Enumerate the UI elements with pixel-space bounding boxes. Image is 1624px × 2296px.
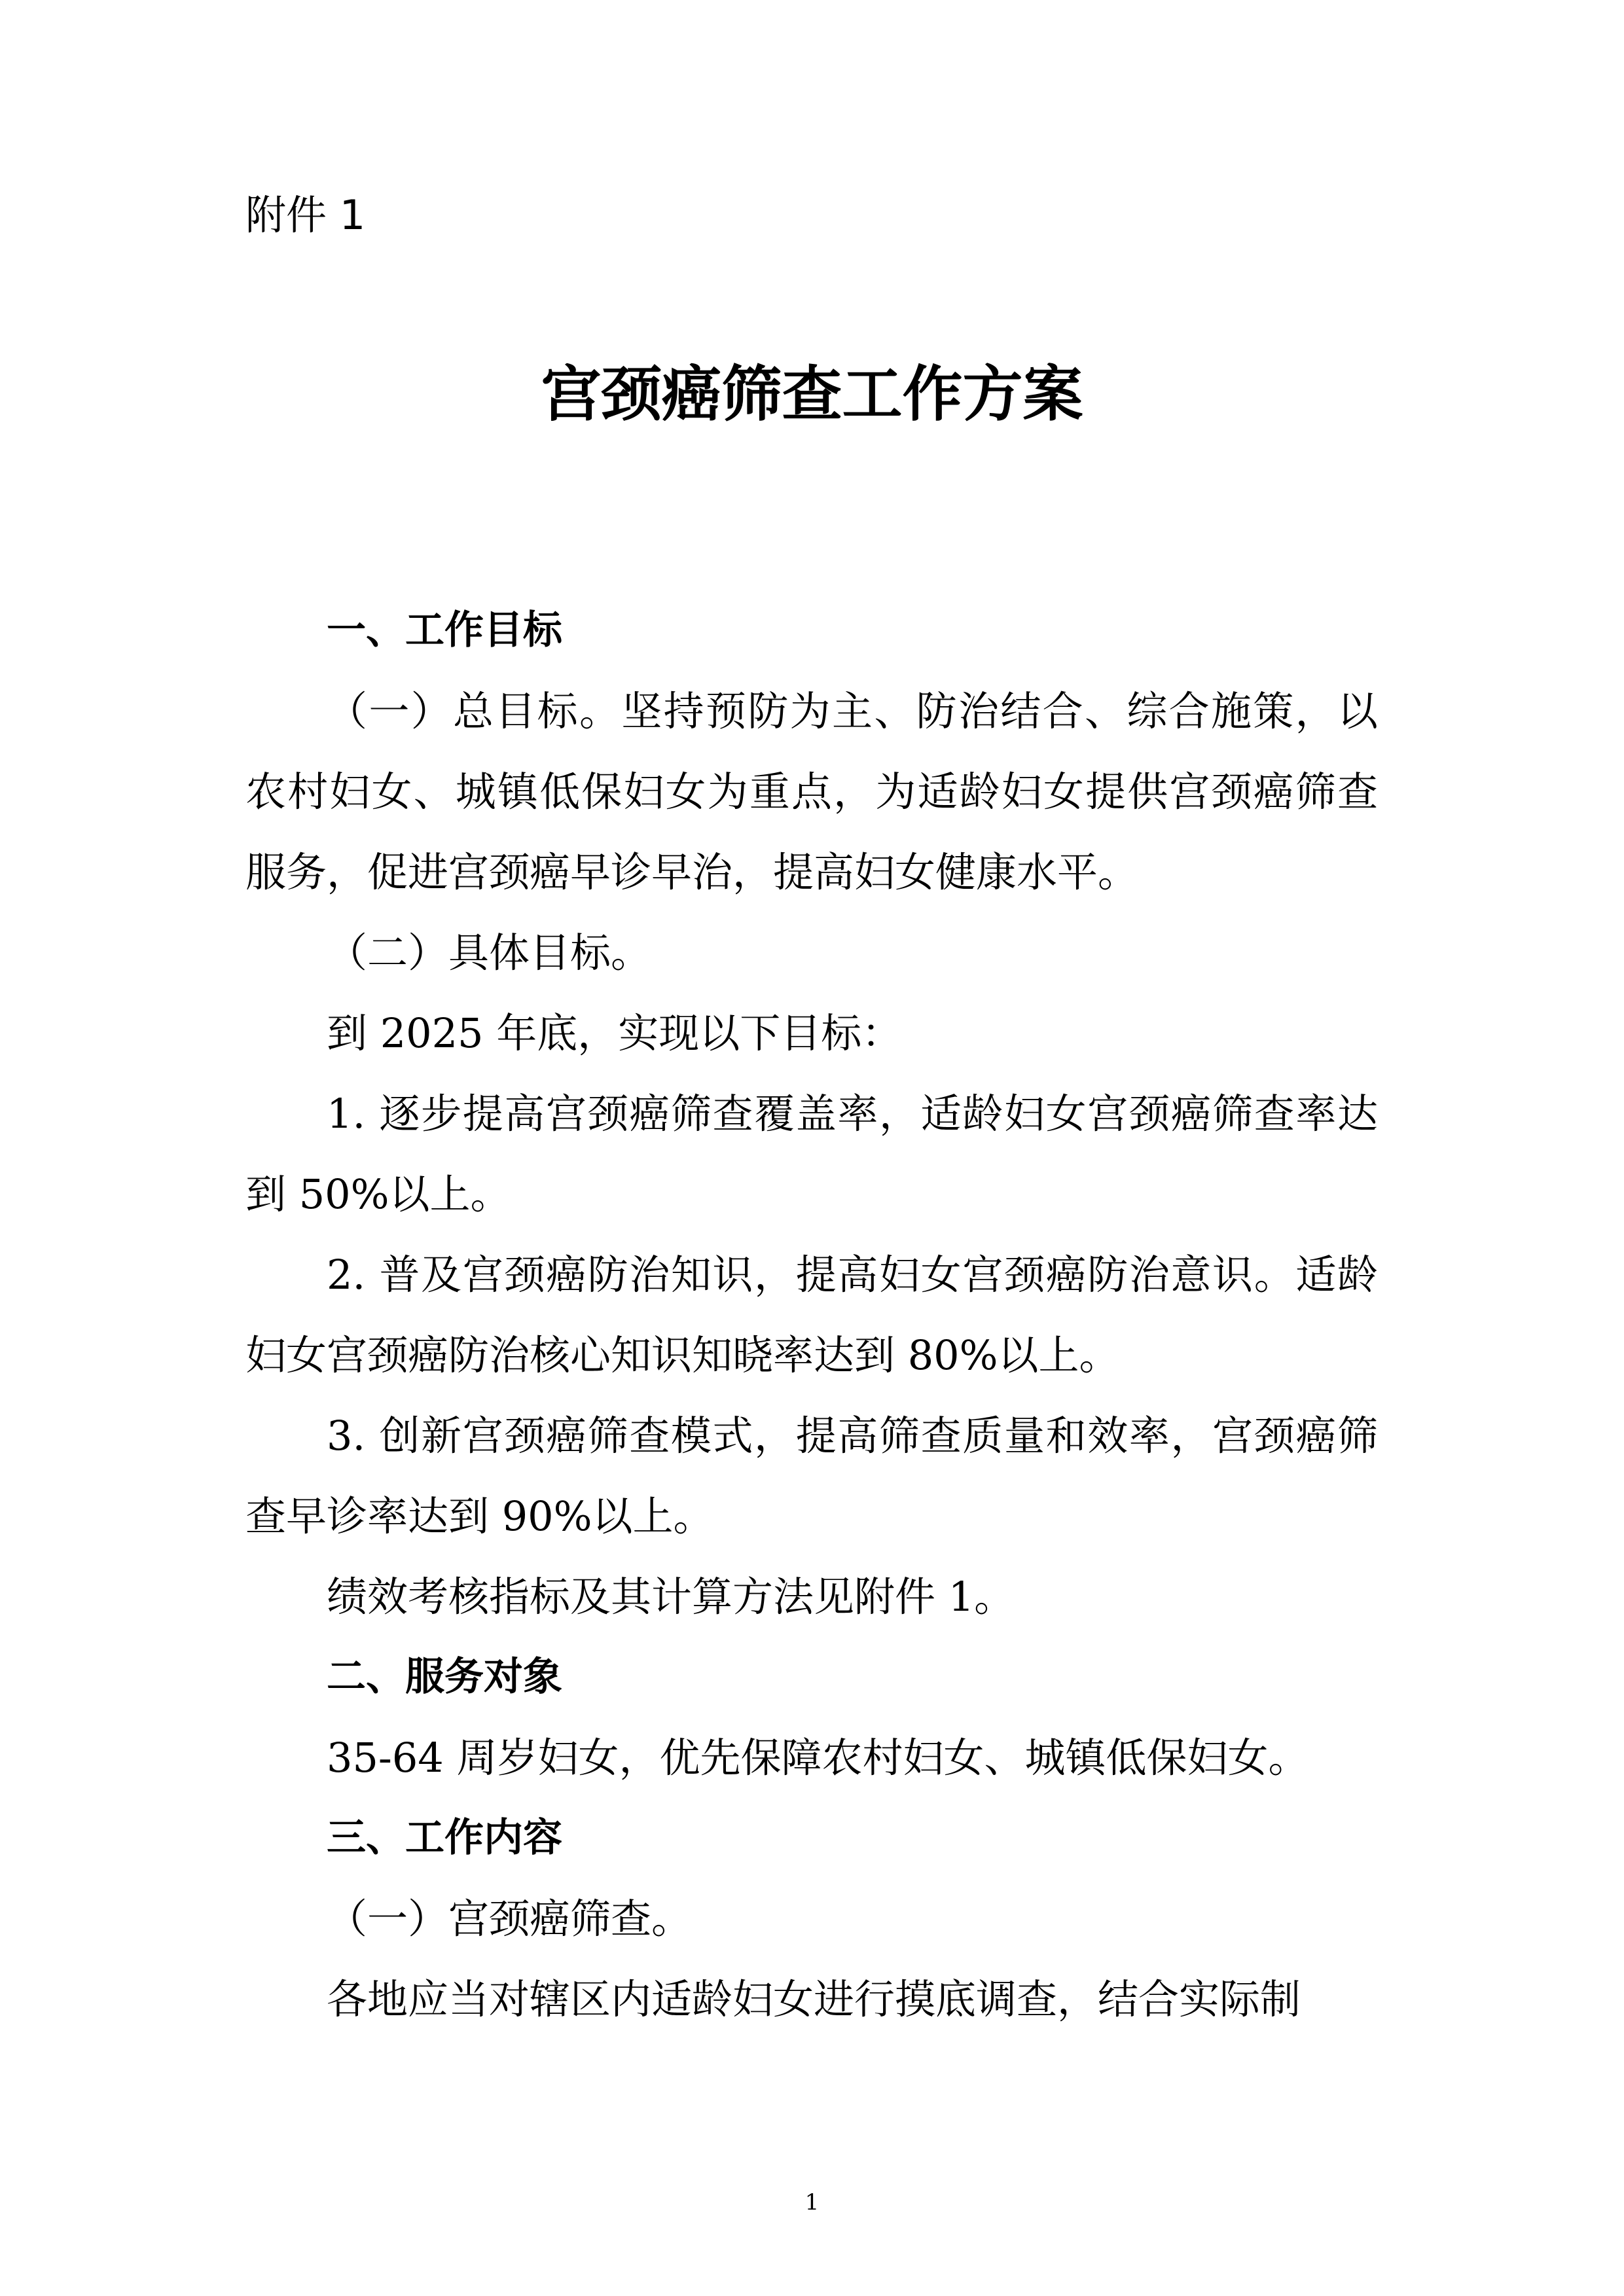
list-item-goal-3: 3. 创新宫颈癌筛查模式，提高筛查质量和效率，宫颈癌筛查早诊率达到 90%以上。: [245, 1412, 1378, 1540]
paragraph-targets: 35-64 周岁妇女，优先保障农村妇女、城镇低保妇女。: [327, 1734, 1309, 1782]
page-number: 1: [804, 2189, 820, 2215]
paragraph-by-2025: 到 2025 年底，实现以下目标：: [327, 1009, 903, 1057]
subheading-specific-goal: （二）具体目标。: [327, 929, 652, 977]
section-heading-content: 三、工作内容: [327, 1815, 562, 1861]
section-heading-targets: 二、服务对象: [327, 1654, 562, 1700]
attachment-label: 附件 1: [245, 191, 366, 239]
paragraph-kpi-note: 绩效考核指标及其计算方法见附件 1。: [327, 1573, 1015, 1621]
document-body: [245, 590, 1378, 2039]
document-title: 宫颈癌筛查工作方案: [541, 359, 1083, 429]
list-item-goal-1: 1. 逐步提高宫颈癌筛查覆盖率，适龄妇女宫颈癌筛查率达到 50%以上。: [245, 1090, 1378, 1218]
section-heading-goals: 一、工作目标: [327, 607, 562, 653]
subheading-screening: （一）宫颈癌筛查。: [327, 1895, 693, 1943]
paragraph-screening: 各地应当对辖区内适龄妇女进行摸底调查，结合实际制: [327, 1975, 1301, 2023]
list-item-goal-2: 2. 普及宫颈癌防治知识，提高妇女宫颈癌防治意识。适龄妇女宫颈癌防治核心知识知晓率达到 80%以上。: [245, 1251, 1378, 1379]
paragraph-overall-goal: （一）总目标。坚持预防为主、防治结合、综合施策，以农村妇女、城镇低保妇女为重点，为适龄妇女提供宫颈癌筛查服务，促进宫颈癌早诊早治，提高妇女健康水平。: [245, 687, 1378, 896]
